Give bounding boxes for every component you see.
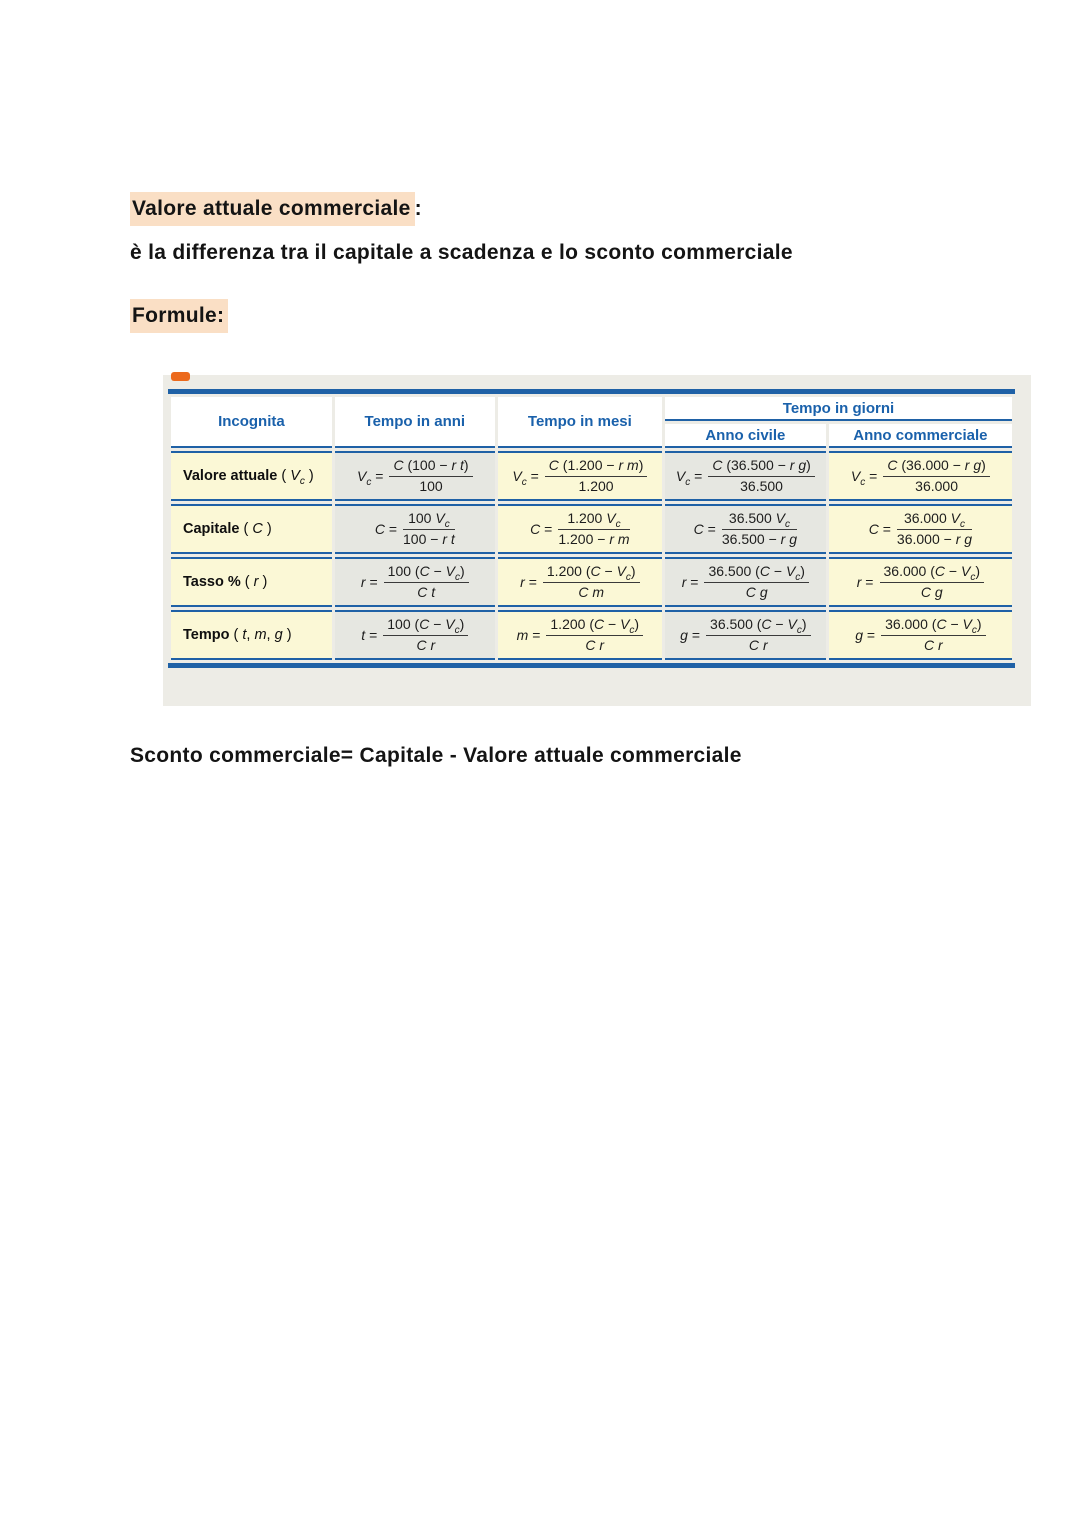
- formula-cell: C = $\frac{36.500 V_c}{\text{36.500 − r g}}$: [665, 504, 826, 554]
- definition-text: è la differenza tra il capitale a scadenza e lo sconto commerciale: [130, 241, 793, 264]
- formula-cell: $V_c$ = $\frac{\text{C (100 − r t)}}{100}$: [335, 451, 495, 501]
- header-incognita: Incognita: [171, 397, 332, 448]
- formula-table-body: [171, 451, 1012, 660]
- formula-cell: $V_c$ = $\frac{\text{C (36.500 − r g)}}{36.500}$: [665, 451, 826, 501]
- formula-cell: g = $\frac{36.000 (C - V_c)}{\text{C r}}$: [829, 610, 1012, 660]
- table-header: [171, 397, 1012, 448]
- table-row: [171, 610, 1012, 660]
- formula-cell: r = $\frac{1.200 (C - V_c)}{\text{C m}}$: [498, 557, 662, 607]
- sconto-formula-text: Sconto commerciale= Capitale - Valore attuale commerciale: [130, 744, 742, 767]
- formule-highlight: Formule:: [130, 299, 228, 333]
- formula-cell: g = $\frac{36.500 (C - V_c)}{\text{C r}}$: [665, 610, 826, 660]
- table-row: [171, 451, 1012, 501]
- formula-cell: r = $\frac{100 (C - V_c)}{\text{C t}}$: [335, 557, 495, 607]
- formula-cell: $V_c$ = $\frac{\text{C (36.000 − r g)}}{36.000}$: [829, 451, 1012, 501]
- row-label: Valore attuale ( $V_c$ ): [171, 451, 332, 501]
- title-highlight: Valore attuale commerciale: [130, 192, 415, 226]
- formula-table-panel: [163, 375, 1031, 706]
- formula-cell: r = $\frac{36.500 (C - V_c)}{\text{C g}}$: [665, 557, 826, 607]
- header-anno-civile: Anno civile: [665, 424, 826, 448]
- row-label: Tempo ( t, m, g ): [171, 610, 332, 660]
- row-label: Capitale ( C ): [171, 504, 332, 554]
- formula-cell: t = $\frac{100 (C - V_c)}{\text{C r}}$: [335, 610, 495, 660]
- table-row: [171, 504, 1012, 554]
- formule-heading: [130, 304, 228, 328]
- row-label: Tasso % ( r ): [171, 557, 332, 607]
- bullet-fragment-icon: [171, 372, 190, 381]
- formula-cell: C = $\frac{1.200 V_c}{\text{1.200 − r m}}$: [498, 504, 662, 554]
- table-row: [171, 557, 1012, 607]
- table-bottom-rule: [168, 663, 1015, 668]
- page-title: [130, 197, 422, 221]
- formula-table: [168, 394, 1015, 663]
- formula-cell: C = $\frac{36.000 V_c}{\text{36.000 − r g}}$: [829, 504, 1012, 554]
- formula-cell: $V_c$ = $\frac{\text{C (1.200 − r m)}}{1.200}$: [498, 451, 662, 501]
- header-tempo-anni: Tempo in anni: [335, 397, 495, 448]
- title-colon: :: [414, 197, 422, 220]
- formula-cell: C = $\frac{100 V_c}{\text{100 − r t}}$: [335, 504, 495, 554]
- header-anno-commerciale: Anno commerciale: [829, 424, 1012, 448]
- formula-cell: r = $\frac{36.000 (C - V_c)}{\text{C g}}$: [829, 557, 1012, 607]
- header-tempo-giorni: Tempo in giorni: [665, 397, 1012, 421]
- formula-cell: m = $\frac{1.200 (C - V_c)}{\text{C r}}$: [498, 610, 662, 660]
- header-tempo-mesi: Tempo in mesi: [498, 397, 662, 448]
